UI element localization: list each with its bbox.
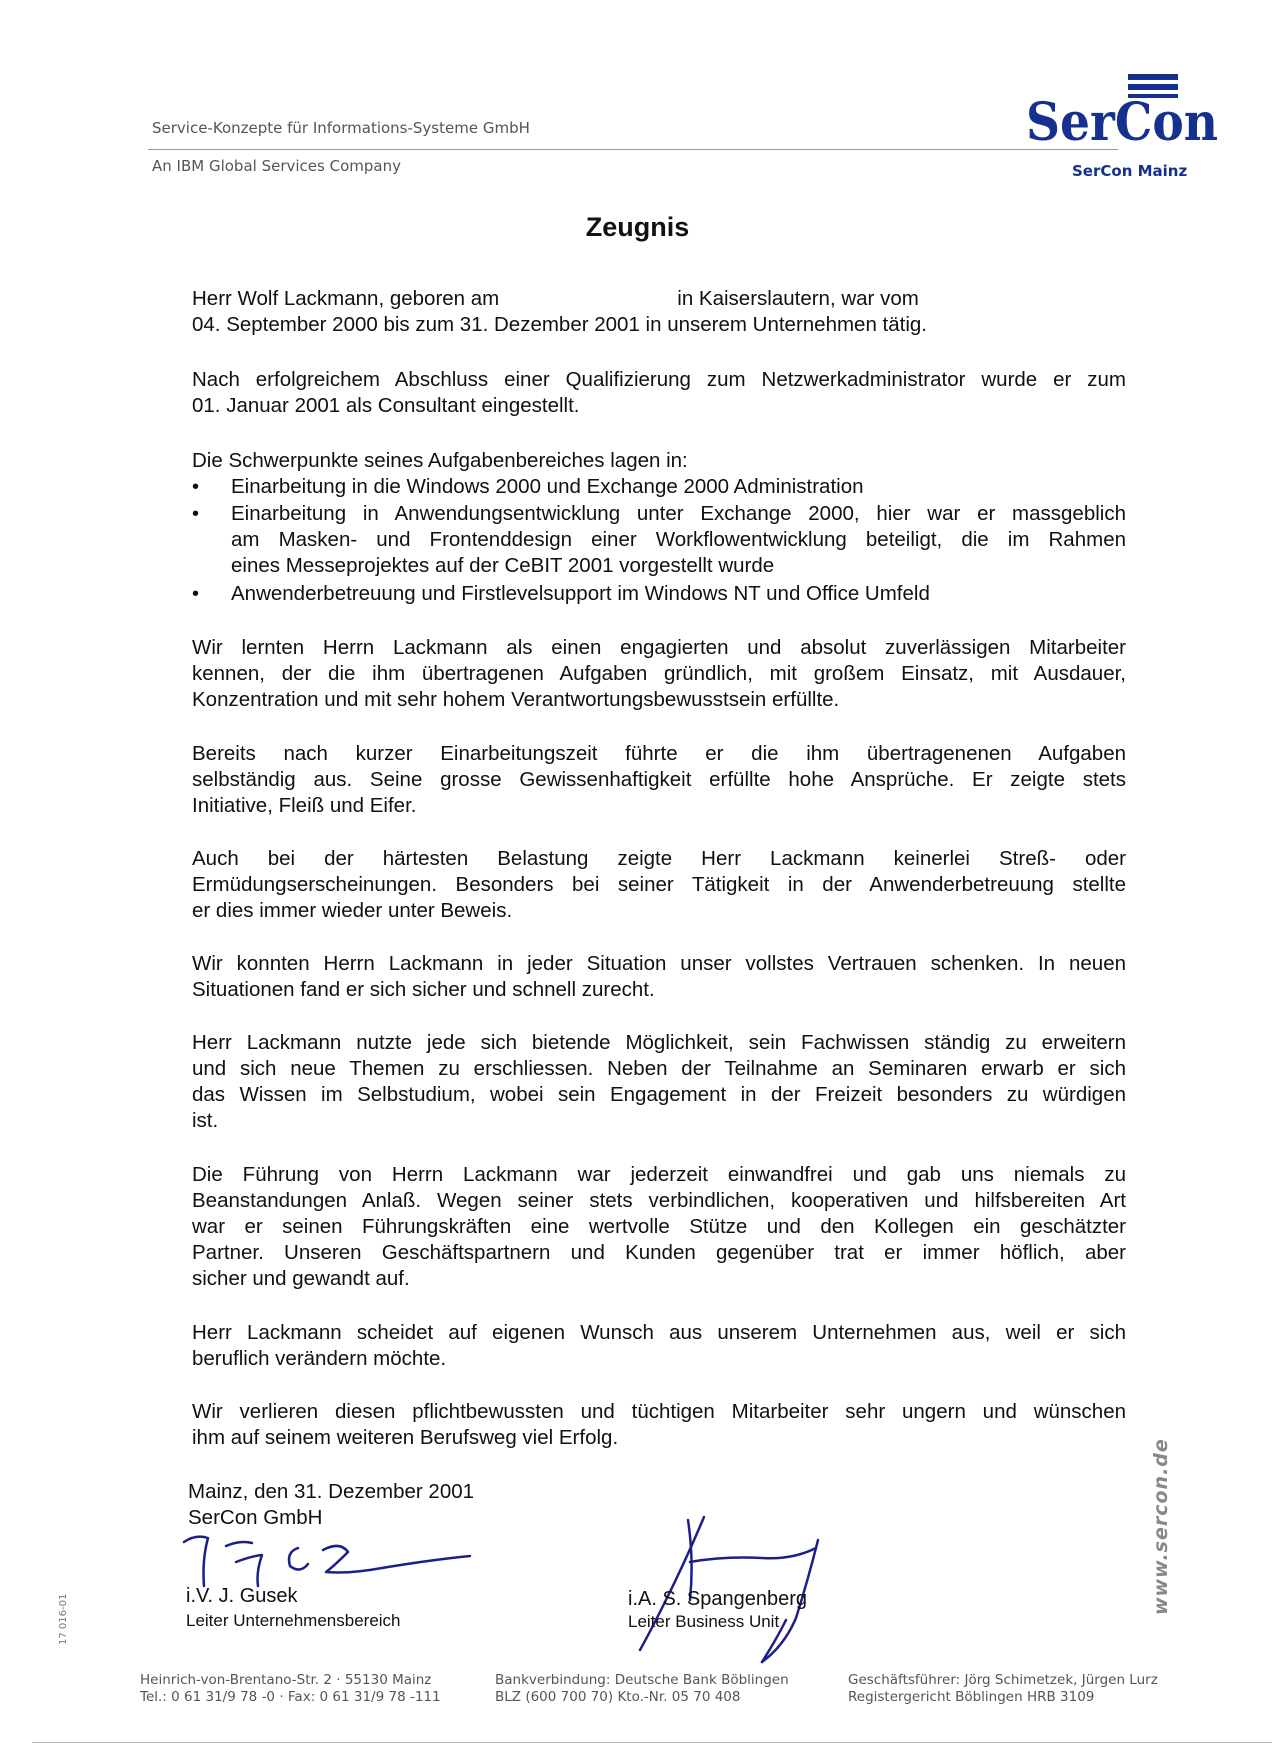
signature-right-name: i.A. S. Spangenberg	[628, 1588, 808, 1610]
qualification-paragraph	[192, 367, 1126, 419]
paragraph-line: war er seinen Führungskräften eine wertvolle Stütze und den Kollegen ein geschätzter	[192, 1215, 1126, 1238]
paragraph-line: Herr Lackmann scheidet auf eigenen Wunsch aus unserem Unternehmen aus, weil er sich	[192, 1321, 1126, 1344]
side-website: www.sercon.de	[1150, 1438, 1172, 1615]
ibm-subtitle: An IBM Global Services Company	[152, 157, 401, 175]
bullet-dot: •	[192, 583, 200, 605]
paragraph-line: und sich neue Themen zu erschliessen. Neben der Teilnahme an Seminaren erwarb er sich	[192, 1057, 1126, 1080]
paragraph-line: Die Führung von Herrn Lackmann war jederzeit einwandfrei und gab uns niemals zu	[192, 1163, 1126, 1186]
document-title: Zeugnis	[585, 212, 690, 242]
paragraph-line: selbständig aus. Seine grosse Gewissenhaftigkeit erfüllte hohe Ansprüche. Er zeigte stets	[192, 768, 1126, 791]
closing-place-date: Mainz, den 31. Dezember 2001	[188, 1480, 475, 1503]
task-item-1	[231, 474, 1126, 500]
paragraph-farewell	[192, 1399, 1126, 1451]
intro-line1-a: Herr Wolf Lackmann, geboren am	[192, 287, 500, 310]
task-line: Einarbeitung in Anwendungsentwicklung unter Exchange 2000, hier war er massgeblich	[231, 502, 1126, 525]
paragraph-line: ihm auf seinem weiteren Berufsweg viel Erfolg.	[192, 1426, 619, 1449]
company-full-name: Service-Konzepte für Informations-Systeme GmbH	[152, 119, 530, 137]
signature-left-role: Leiter Unternehmensbereich	[186, 1611, 401, 1630]
paragraph-line: sicher und gewandt auf.	[192, 1267, 410, 1290]
footer-bank	[495, 1672, 789, 1706]
paragraph-diligence	[192, 741, 1126, 819]
paragraph-learning	[192, 1030, 1126, 1134]
paragraph-line: er dies immer wieder unter Beweis.	[192, 899, 513, 922]
paragraph-conduct	[192, 1162, 1126, 1292]
intro-line2: 04. September 2000 bis zum 31. Dezember 2001 in unserem Unternehmen tätig.	[192, 313, 927, 336]
intro-line1-b: in Kaiserslautern, war vom	[677, 287, 919, 310]
task-item-2	[231, 501, 1126, 579]
task-line: Anwenderbetreuung und Firstlevelsupport im Windows NT und Office Umfeld	[231, 582, 930, 605]
intro-paragraph	[192, 286, 1126, 338]
signature-gusek	[184, 1537, 470, 1586]
paragraph-line: kennen, der die ihm übertragenen Aufgaben gründlich, mit großem Einsatz, mit Ausdauer,	[192, 662, 1126, 685]
footer-address-line2: Tel.: 0 61 31/9 78 -0 · Fax: 0 61 31/9 78 -111	[140, 1689, 441, 1705]
bullet-dot: •	[192, 476, 200, 498]
signature-right-role: Leiter Business Unit	[628, 1612, 780, 1631]
paragraph-engagement	[192, 635, 1126, 713]
header-rule	[148, 149, 1118, 150]
sercon-logo	[1024, 72, 1220, 146]
paragraph-line: beruflich verändern möchte.	[192, 1347, 447, 1370]
paragraph-line: ist.	[192, 1109, 219, 1132]
footer-management-line2: Registergericht Böblingen HRB 3109	[848, 1689, 1095, 1705]
footer-bank-line1: Bankverbindung: Deutsche Bank Böblingen	[495, 1672, 789, 1688]
paragraph-resilience	[192, 846, 1126, 924]
footer-bank-line2: BLZ (600 700 70) Kto.-Nr. 05 70 408	[495, 1689, 741, 1705]
footer-management	[848, 1672, 1158, 1706]
paragraph-trust	[192, 951, 1126, 1003]
logo-city: SerCon Mainz	[1072, 162, 1188, 180]
qualification-line1: Nach erfolgreichem Abschluss einer Qualifizierung zum Netzwerkadministrator wurde er zum	[192, 368, 1126, 391]
footer-address-line1: Heinrich-von-Brentano-Str. 2 · 55130 Mainz	[140, 1672, 432, 1688]
task-line: am Masken- und Frontenddesign einer Workflowentwicklung beteiligt, die im Rahmen	[231, 528, 1126, 551]
paragraph-line: Ermüdungserscheinungen. Besonders bei seiner Tätigkeit in der Anwenderbetreuung stellte	[192, 873, 1126, 896]
task-line: Einarbeitung in die Windows 2000 und Exchange 2000 Administration	[231, 475, 864, 498]
footer-management-line1: Geschäftsführer: Jörg Schimetzek, Jürgen Lurz	[848, 1672, 1158, 1688]
paragraph-line: Konzentration und mit sehr hohem Verantwortungsbewusstsein erfüllte.	[192, 688, 840, 711]
footer-address	[140, 1672, 441, 1706]
paragraph-line: Wir konnten Herrn Lackmann in jeder Situation unser vollstes Vertrauen schenken. In neuen	[192, 952, 1126, 975]
paragraph-line: Partner. Unseren Geschäftspartnern und Kunden gegenüber trat er immer höflich, aber	[192, 1241, 1126, 1264]
paragraph-line: Wir verlieren diesen pflichtbewussten und tüchtigen Mitarbeiter sehr ungern und wünschen	[192, 1400, 1126, 1423]
paragraph-line: Auch bei der härtesten Belastung zeigte Herr Lackmann keinerlei Streß- oder	[192, 847, 1126, 870]
task-line: eines Messeprojektes auf der CeBIT 2001 vorgestellt wurde	[231, 554, 775, 577]
closing-company: SerCon GmbH	[188, 1506, 323, 1529]
paragraph-line: Bereits nach kurzer Einarbeitungszeit führte er die ihm übertragenenen Aufgaben	[192, 742, 1126, 765]
paragraph-departure	[192, 1320, 1126, 1372]
paragraph-line: Beanstandungen Anlaß. Wegen seiner stets verbindlichen, kooperativen und hilfsbereiten Art	[192, 1189, 1126, 1212]
task-item-3	[231, 581, 1126, 607]
paragraph-line: Herr Lackmann nutzte jede sich bietende Möglichkeit, sein Fachwissen ständig zu erweitern	[192, 1031, 1126, 1054]
qualification-line2: 01. Januar 2001 als Consultant eingestellt.	[192, 394, 580, 417]
logo-text: SerCon	[1026, 92, 1218, 146]
bottom-rule	[32, 1742, 1272, 1743]
paragraph-line: Initiative, Fleiß und Eifer.	[192, 794, 417, 817]
form-code: 17 016-01	[58, 1593, 69, 1645]
bullet-dot: •	[192, 503, 200, 525]
paragraph-line: Wir lernten Herrn Lackmann als einen engagierten und absolut zuverlässigen Mitarbeiter	[192, 636, 1126, 659]
paragraph-line: das Wissen im Selbstudium, wobei sein Engagement in der Freizeit besonders zu würdigen	[192, 1083, 1126, 1106]
paragraph-line: Situationen fand er sich sicher und schnell zurecht.	[192, 978, 655, 1001]
tasks-heading: Die Schwerpunkte seines Aufgabenbereiches lagen in:	[192, 449, 688, 472]
signature-left-name: i.V. J. Gusek	[186, 1585, 298, 1607]
